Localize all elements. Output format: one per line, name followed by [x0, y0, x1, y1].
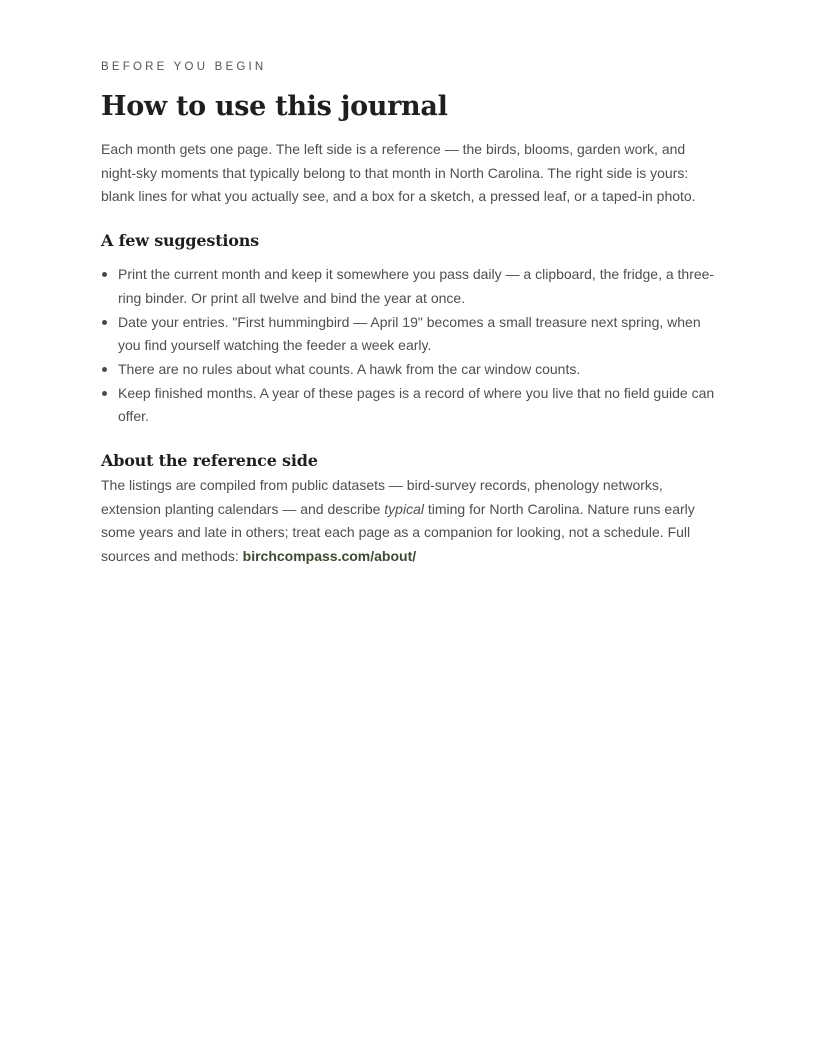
- journal-instructions-page: [101, 58, 717, 569]
- list-item: Date your entries. "First hummingbird — April 19" becomes a small treasure next spring, when you find yourself watching the feeder a week early.: [118, 311, 717, 358]
- about-paragraph: [101, 474, 717, 569]
- list-item: There are no rules about what counts. A hawk from the car window counts.: [118, 358, 717, 382]
- suggestions-list: [101, 263, 717, 429]
- intro-paragraph: Each month gets one page. The left side is a reference — the birds, blooms, garden work, and night-sky moments that typically belong to that month in North Carolina. The right side is yours: blank lines for what you actually see, and a box for a sketch, a pressed leaf, or a taped-in photo.: [101, 141, 696, 205]
- sources-link[interactable]: birchcompass.com/about/: [242, 548, 417, 565]
- list-item: Print the current month and keep it somewhere you pass daily — a clipboard, the fridge, a three-ring binder. Or print all twelve and bind the year at once.: [118, 263, 717, 310]
- about-text-end: timing for North Carolina. Nature runs early some years and late in others; treat each page as a companion for looking, not a schedule. Full sources and methods:: [101, 500, 695, 565]
- list-item: Keep finished months. A year of these pages is a record of where you live that no field guide can offer.: [118, 382, 717, 429]
- about-heading: About the reference side: [101, 451, 318, 471]
- suggestions-heading: A few suggestions: [101, 231, 259, 251]
- page-title: How to use this journal: [101, 91, 448, 122]
- about-emphasis: typical: [384, 500, 424, 517]
- about-text-start: The listings are compiled from public datasets — bird-survey records, phenology networks, extension planting calendars — and describe: [101, 477, 663, 517]
- section-eyebrow: BEFORE YOU BEGIN: [101, 61, 267, 73]
